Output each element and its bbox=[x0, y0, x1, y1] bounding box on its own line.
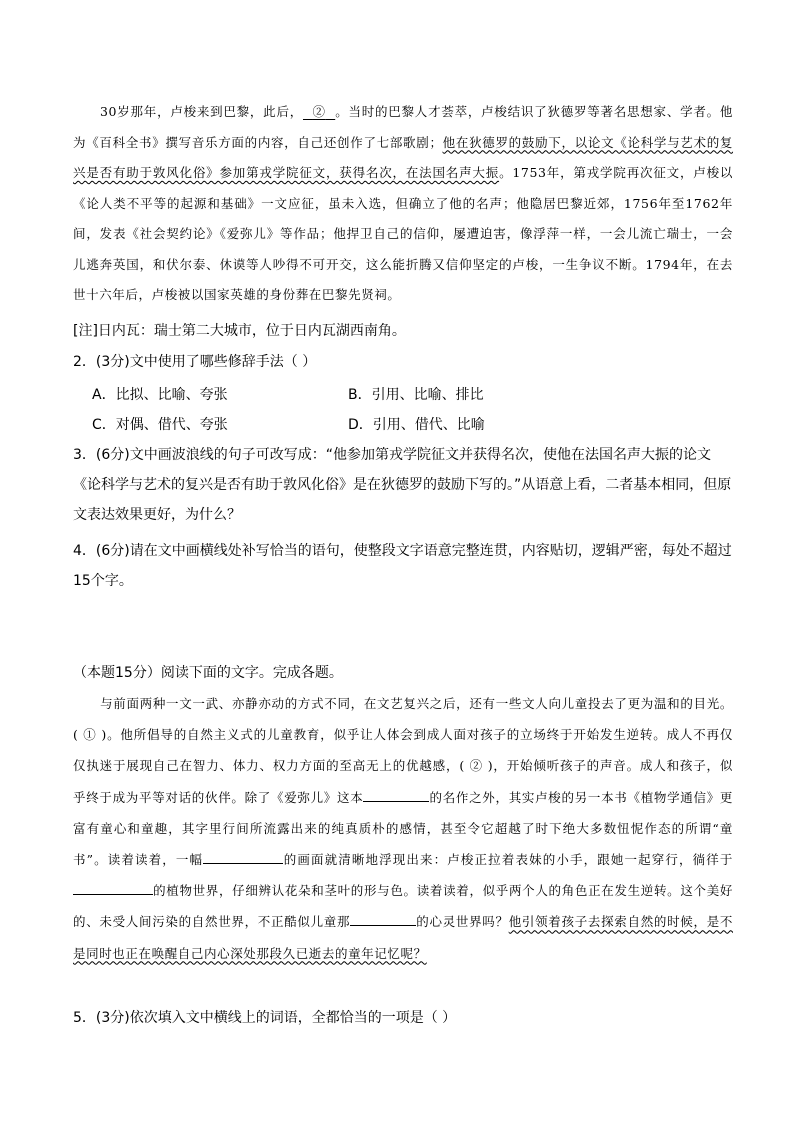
passage-2-text-c: )，开始倾听孩子的声音。成人和孩子，似乎终于成为平等对话的伙伴。除了《爱弥儿》这本 bbox=[73, 758, 733, 805]
passage-2-text-g: 的心灵世界吗？ bbox=[416, 914, 509, 930]
option-2a[interactable]: A．比拟、比喻、夸张 bbox=[92, 387, 228, 403]
blank-2: ② bbox=[312, 104, 326, 119]
passage-2-text-a: 与前面两种一文一武、亦静亦动的方式不同，在文艺复兴之后，还有一些文人向儿童投去了更为温和的目光。( bbox=[73, 696, 733, 743]
marker-2: ② bbox=[469, 758, 483, 774]
option-2c[interactable]: C．对偶、借代、夸张 bbox=[92, 417, 228, 433]
option-2d[interactable]: D．引用、借代、比喻 bbox=[348, 417, 485, 433]
question-3: 3．(6分)文中画波浪线的句子可改写成：“他参加第戎学院征文并获得名次，使他在法国名声大振的论文《论科学与艺术的复兴是否有助于敦风化俗》是在狄德罗的鼓励下写的。”从语意上看，二者基本相同，但原文表达效果更好，为什么？ bbox=[73, 447, 732, 523]
passage-1-text-a: 30岁那年，卢梭来到巴黎，此后， bbox=[100, 104, 303, 119]
question-4: 4．(6分)请在文中画横线处补写恰当的语句，使整段文字语意完整连贯，内容贴切，逻辑严密，每处不超过15个字。 bbox=[73, 543, 732, 589]
wavy-sentence-2: 他引领着孩子去探索自然的时候，是不是同时也正在唤醒自己内心深处那段久已逝去的童年记忆呢？ bbox=[73, 914, 733, 961]
passage-1 bbox=[73, 97, 733, 311]
passage-2-text-b: )。他所倡导的自然主义式的儿童教育，似乎让人体会到成人面对孩子的立场终于开始发生逆转。成人不再仅仅执迷于展现自己在智力、体力、权力方面的至高无上的优越感，( bbox=[73, 727, 733, 774]
wavy-sentence: 他在狄德罗的鼓励下，以论文《论科学与艺术的复兴是否有助于敦风化俗》参加第戎学院征文，获得名次，在法国名声大振 bbox=[73, 134, 734, 180]
passage-2-text-f: 的植物世界，仔细辨认花朵和茎叶的形与色。读着读着，似乎两个人的角色正在发生逆转。这个美好的、未受人间污染的自然世界，不正酷似儿童那 bbox=[73, 883, 733, 930]
marker-1: ① bbox=[83, 727, 97, 743]
passage-1-text-b: 。当时的巴黎人才荟萃，卢梭结识了狄德罗等著名思想家、学者。他为《百科全书》撰写音乐方面的内容，自己还创作了七部歌剧； bbox=[73, 104, 733, 150]
passage-1-text-c: 。1753年，第戎学院再次征文，卢梭以《论人类不平等的起源和基础》一文应征，虽未入选，但确立了他的名声；他隐居巴黎近郊，1756年至1762年间，发表《社会契约论》《爱弥儿》等作品；他捍卫自己的信仰，屡遭迫害，像浮萍一样，一会儿流亡瑞士，一会儿逃奔英国，和伏尔泰、休谟等人吵得不可开交，这么能折腾又信仰坚定的卢梭，一生争议不断。1794年，在去世十六年后，卢梭被以国家英雄的身份葬在巴黎先贤祠。 bbox=[73, 165, 733, 302]
fill-blank-4[interactable] bbox=[350, 911, 416, 926]
fill-blank-1[interactable] bbox=[363, 787, 429, 802]
passage-2 bbox=[73, 688, 733, 969]
section-2-title: （本题15分）阅读下面的文字。完成各题。 bbox=[73, 665, 343, 681]
question-5-stem: 5．(3分)依次填入文中横线上的词语，全都恰当的一项是（ ） bbox=[73, 1010, 457, 1026]
option-2b[interactable]: B．引用、比喻、排比 bbox=[348, 387, 484, 403]
footnote: [注]日内瓦：瑞士第二大城市，位于日内瓦湖西南角。 bbox=[73, 323, 406, 339]
passage-2-text-d: 的名作之外，其实卢梭的另一本书《植物学通信》更富有童心和童趣，其字里行间所流露出来的纯真质朴的感情，甚至令它超越了时下绝大多数忸怩作态的所谓“童书”。读着读着，一幅 bbox=[73, 789, 733, 868]
fill-blank-2[interactable] bbox=[203, 849, 283, 864]
question-2-stem: 2．(3分)文中使用了哪些修辞手法（ ） bbox=[73, 354, 317, 370]
fill-blank-3[interactable] bbox=[73, 880, 153, 895]
passage-2-text-e: 的画面就清晰地浮现出来：卢梭正拉着表妹的小手，跟她一起穿行，徜徉于 bbox=[283, 852, 733, 868]
